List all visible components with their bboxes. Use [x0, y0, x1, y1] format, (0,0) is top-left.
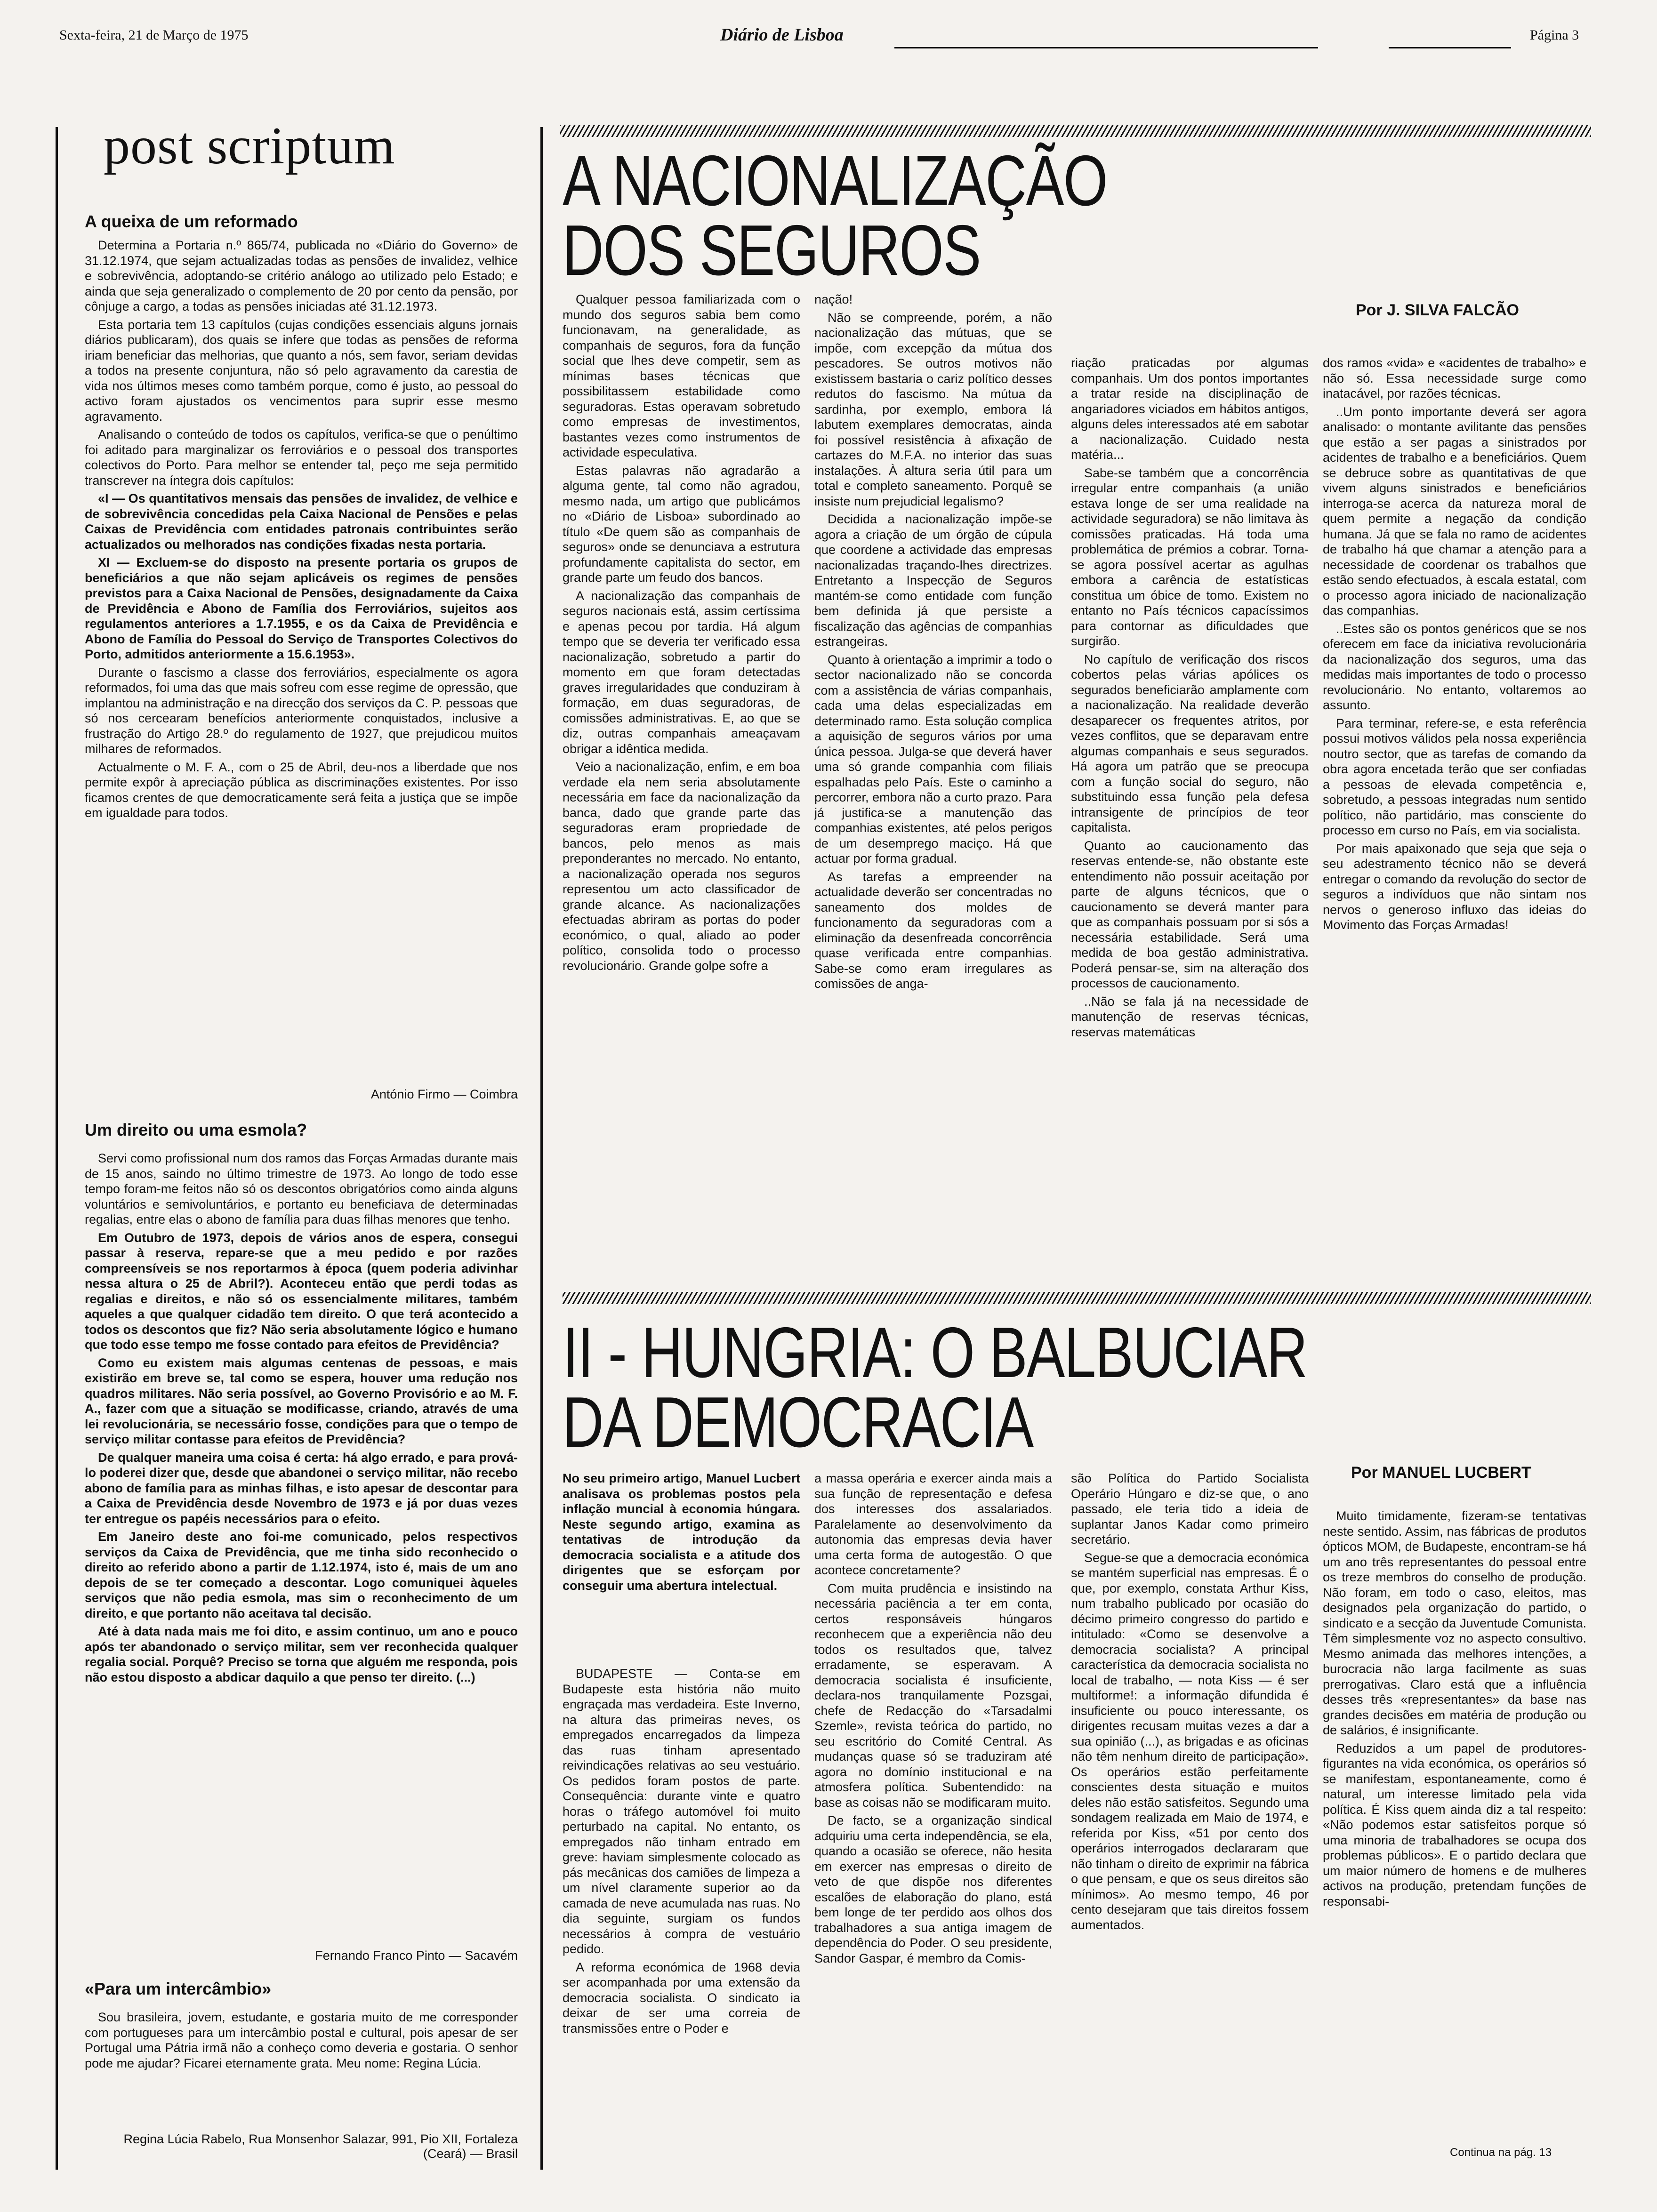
article2-col2 — [814, 1471, 1052, 2160]
ps1-p4: «I — Os quantitativos mensais das pensões de invalidez, de velhice e de sobrevivência concedidas pela Caixa Nacional de Pensões e pelas Caixas de Previdência com entidades patronais contribuintes serão actualizados ou melhorados nas condições fixadas nesta portaria. — [85, 491, 518, 552]
ps2-p5: Em Janeiro deste ano foi-me comunicado, pelos respectivos serviços da Caixa de Previdência, que me tinha sido reconhecido o direito ao referido abono a partir de 1.12.1974, isto é, mais de um ano depois de se ter começado a descontar. Logo comuniquei àqueles serviços que não pedia esmola, mas sim o reconhecimento de um direito, e que portanto não aceitava tal decisão. — [85, 1530, 518, 1620]
a1c1-p1: Qualquer pessoa familiarizada com o mundo dos seguros sabia bem como funcionavam, na generalidade, as companhais de seguros, fora da função social que lhes deve competir, sem as mínimas bases técnicas que possibilitassem estabilidade como seguradoras. Estas operavam sobretudo como empresas de investimentos, bastantes vezes como instrumentos de actividade especulativa. — [563, 292, 800, 459]
left-border-rule — [56, 127, 58, 2170]
ps2-p3: Como eu existem mais algumas centenas de pessoas, e mais existirão em breve se, tal como se espera, houver uma redução nos quadros militares. Não seria possível, ao Governo Provisório e ao M. F. A., fazer com que a situação se modificasse, criando, através de uma lei revolucionária, se necessário fosse, condições para que o tempo de serviço militar contasse para efeitos de Previdência? — [85, 1355, 518, 1446]
a1c4-p1: dos ramos «vida» e «acidentes de trabalho» e não só. Essa necessidade surge como inatacável, por razões técnicas. — [1323, 356, 1586, 401]
ps1-p5: XI — Excluem-se do disposto na presente portaria os grupos de beneficiários a que não sejam aplicáveis os regimes de pensões previstos para a Caixa Nacional de Pensões, designadamente da Caixa de Previdência e Abono de Família dos Ferroviários, sujeitos aos regulamentos anteriores a 1.7.1955, e os da Caixa de Previdência e Abono de Família do Pessoal do Serviço de Transportes Colectivos do Porto, admitidos anteriormente a 15.6.1953». — [85, 555, 518, 661]
article1-col2 — [814, 292, 1052, 1275]
column-divider — [540, 127, 543, 2170]
a1c2-p4: Quanto à orientação a imprimir a todo o sector nacionalizado não se concorda com a assistência de várias companhais, cada uma delas especializadas em determinado ramo. Esta solução complica a aquisição de seguros vários por uma única pessoa. Julga-se que deverá haver uma só grande companhia com filiais espalhadas pelo País. Este o caminho a percorrer, embora não a curto prazo. Para já justifica-se a manutenção das companhias existentes, até pelos perigos de um desemprego maciço. Há que actuar por forma gradual. — [814, 652, 1052, 866]
a1c3-p4: Quanto ao caucionamento das reservas entende-se, não obstante este entendimento não possuir aceitação por parte de alguns técnicos, que o caucionamento se deverá manter para que as companhais possuam por si sós a necessária estabilidade. Será uma medida de boa gestão administrativa. Poderá pensar-se, sim na alteração dos processos de caucionamento. — [1071, 838, 1309, 990]
article2-headline-line2: DA DEMOCRACIA — [563, 1382, 1033, 1462]
masthead: Diário de Lisboa — [720, 25, 844, 45]
a1c2-p5: As tarefas a empreender na actualidade deverão ser concentradas no saneamento dos moldes de funcionamento da seguradoras com a eliminação da desenfreada concorrência quase verificada entre companhias. Sabe-se como eram irregulares as comissões de anga- — [814, 869, 1052, 991]
a1c3-p3: No capítulo de verificação dos riscos cobertos pelas várias apólices os segurados beneficiarão amplamente com a nacionalização. Na realidade deverão desaparecer os frequentes atritos, por vezes conflitos, que se deparavam entre algumas companhais e seus segurados. Há agora um patrão que se preocupa com a função social do seguro, não substituindo essa função pela defesa intransigente de princípios de teor capitalista. — [1071, 652, 1309, 834]
ps-heading-3: «Para um intercâmbio» — [85, 1979, 272, 1998]
a1c4-p5: Por mais apaixonado que seja que seja o seu adestramento técnico não se deverá entregar o comando da revolução do sector de seguros a indivíduos que não sintam nos nervos o generoso influxo das ideias do Movimento das Forças Armadas! — [1323, 841, 1586, 932]
a1c1-p4: Veio a nacionalização, enfim, e em boa verdade ela nem seria absolutamente necessária em face da nacionalização da banca, dado que grande parte das seguradoras eram propriedade de bancos, pelo menos as mais preponderantes no mercado. No entanto, a nacionalização operada nos seguros representou um acto classificador de grande alcance. As nacionalizações efectuadas abriram as portas do poder económico, o qual, aliado ao poder político, consolida todo o processo revolucionário. Grande golpe sofre a — [563, 760, 800, 973]
article2-col4 — [1323, 1508, 1586, 2134]
page-number: Página 3 — [1530, 27, 1579, 43]
a2c4-p2: Reduzidos a um papel de produtores-figurantes na vida económica, os operários só se manifestam, espontaneamente, como é natural, um interesse limitado pela vida política. É Kiss quem ainda diz a tal respeito: «Não podemos estar satisfeitos porque só uma minoria de trabalhadores se ocupa dos problemas públicos». E o partido declara que um maior número de homens e de mulheres activos na produção, pretendam funções de responsabi- — [1323, 1741, 1586, 1908]
a2c4-p1: Muito timidamente, fizeram-se tentativas neste sentido. Assim, nas fábricas de produtos ópticos MOM, de Budapeste, encontram-se há um ano três representantes do pessoal entre os treze membros do conselho de produção. Não foram, em todo o caso, eleitos, mas designados pela organização do partido, o sindicato e a secção da Juventude Comunista. Têm simplesmente voz no aspecto consultivo. Mesmo animada das melhores intenções, a burocracia não larga facilmente as suas prerrogativas. Claro está que a influência desses três «representantes» da base nas grandes decisões em matéria de produção ou de salários, é insignificante. — [1323, 1509, 1586, 1737]
a1c4-p4: Para terminar, refere-se, e esta referência possui motivos válidos pela nossa experiência noutro sector, que as tarefas de comando da obra agora encetada terão que ser confiadas a pessoas de elevada competência e, sobretudo, a pessoas integradas num sentido político, não partidário, mas consciente do processo em curso no País, em via socialista. — [1323, 716, 1586, 837]
a1c2-p2: Não se compreende, porém, a não nacionalização das mútuas, que se impõe, com excepção da mútua dos pescadores. Se outros motivos não existissem bastaria o cariz político desses redutos do fascismo. Na mútua da sardinha, por exemplo, embora lá labutem exemplares democratas, ainda foi possível resistência à afixação de cartazes do M.F.A. no interior das suas instalações. À altura seria útil para um total e completo saneamento. Porquê se insiste num prejudicial legalismo? — [814, 310, 1052, 508]
ps-signature-1: António Firmo — Coimbra — [370, 1087, 518, 1101]
a1c1-p2: Estas palavras não agradarão a alguma gente, tal como não agradou, mesmo nada, um artigo que publicámos no «Diário de Lisboa» subordinado ao título «De quem são as companhais de seguros» onde se denunciava a estrutura profundamente capitalista do sector, em grande parte um feudo dos bancos. — [563, 463, 800, 585]
postscriptum-title: post scriptum — [104, 117, 395, 175]
a2c1-p2: A reforma económica de 1968 devia ser acompanhada por uma extensão da democracia socialista. O sindicato ia deixar de ser uma correia de transmissões entre o Poder e — [563, 1960, 800, 2036]
header-date: Sexta-feira, 21 de Março de 1975 — [59, 27, 249, 43]
a2c2-p1: a massa operária e exercer ainda mais a sua função de representação e defesa dos interesses dos assalariados. Paralelamente ao desenvolvimento da autonomia das empresas devia haver uma certa forma de autogestão. O que acontece concretamente? — [814, 1471, 1052, 1577]
ps3-p1: Sou brasileira, jovem, estudante, e gostaria muito de me corresponder com portugueses para um intercâmbio postal e cultural, pois apesar de ser Portugal uma Pátria irmã não a conheço como deveria e gostaria. O senhor pode me ajudar? Ficarei eternamente grata. Meu nome: Regina Lúcia. — [85, 2010, 518, 2070]
ps-section-2-body — [85, 1151, 518, 1913]
ps-section-3-body — [85, 2010, 518, 2123]
article1-headline-line2: DOS SEGUROS — [563, 210, 981, 290]
a1c1-p3: A nacionalização das companhais de seguros nacionais está, assim certíssima e apenas pecou por tardia. Há algum tempo que se deveria ter verificado essa nacionalização, sobretudo a partir do momento em que foram detectadas graves irregularidades que conduziram à formação, em duas seguradoras, de comissões administrativas. E, ao que se diz, outras companhais ameaçavam obrigar a idêntica medida. — [563, 588, 800, 756]
header-rule-2 — [1389, 47, 1511, 48]
ps2-p4: De qualquer maneira uma coisa é certa: há algo errado, e para prová-lo poderei dizer que, desde que abandonei o serviço militar, não recebo abono de família para as minhas filhas, e isto apesar de descontar para a Caixa de Previdência desde Novembro de 1973 e já por duas vezes ter entregue os papéis necessários para o efeito. — [85, 1450, 518, 1526]
ps1-p6: Durante o fascismo a classe dos ferroviários, especialmente os agora reformados, foi uma das que mais sofreu com esse regime de opressão, que implantou na administração e na direcção dos serviços da C. P. pessoas que só nos cercearam benefícios anteriormente conquistados, inclusive a frustração do Artigo 28.º do regulamento de 1927, que prejudicou muitos milhares de reformados. — [85, 665, 518, 756]
ps2-p2: Em Outubro de 1973, depois de vários anos de espera, consegui passar à reserva, repare-se que a meu pedido e por razões compreensíveis se nos reportarmos à época (quem poderia adivinhar nessa altura o 25 de Abril?). Aconteceu então que perdi todas as regalias e direitos, e não só os essencialmente militares, também aqueles a que qualquer cidadão tem direito. O que terá acontecido a todos os descontos que fiz? Não seria absolutamente lógico e humano que todo esse tempo me fosse contado para efeitos de Previdência? — [85, 1230, 518, 1352]
a1c2-p1: nação! — [814, 292, 853, 306]
a2c3-p2: Segue-se que a democracia económica se mantém superficial nas empresas. É o que, por exemplo, constata Arthur Kiss, num trabalho publicado por ocasião do décimo primeiro congresso do partido e intitulado: «Como se desenvolve a democracia socialista? A principal característica da democracia socialista no local de trabalho, — nota Kiss — é ser multiforme!: a informação difundida é insuficiente ou pouco interessante, os dirigentes recusam muitas vezes a dar a sua opinião (...), as brigadas e as oficinas não têm nenhum direito de participação». Os operários estão perfeitamente conscientes desta situação e muitos deles não estão satisfeitos. Segundo uma sondagem realizada em Maio de 1974, e referida por Kiss, «51 por cento dos operários interrogados declararam que não tinham o direito de exprimir na fábrica o que pensam, e que os seus direitos são mínimos». Ao mesmo tempo, 46 por cento desejaram que tais direitos fossem aumentados. — [1071, 1550, 1309, 1932]
article1-col4 — [1323, 355, 1586, 1275]
article2-headline-line1: II - HUNGRIA: O BALBUCIAR — [563, 1313, 1307, 1393]
ps-section-1-body — [85, 238, 518, 1061]
ps1-p2: Esta portaria tem 13 capítulos (cujas condições essenciais alguns jornais diários publicaram), dos quais se infere que todas as pensões de reforma iriam beneficiar das melhorias, que quanto a nós, sem favor, seriam devidas a todos na presente conjuntura, não só pelo agravamento da carestia de vida nos últimos meses como também porque, como é justo, ao pessoal do activo foram ajustados os vencimentos para suprir esse mesmo agravamento. — [85, 317, 518, 424]
a2c2-p2: Com muita prudência e insistindo na necessária paciência a ter em conta, certos responsáveis húngaros reconhecem que a experiência não deu todos os resultados que, talvez erradamente, se esperavam. A democracia socialista é insuficiente, declara-nos tranquilamente Pozsgai, chefe de Redacção do «Tarsadalmi Szemle», revista teórica do partido, no seu escritório do Comité Central. As mudanças quase só se traduziram até agora no domínio institucional e na atmosfera política. Subentendido: na base as coisas não se modificaram muito. — [814, 1581, 1052, 1810]
ps1-p3: Analisando o conteúdo de todos os capítulos, verifica-se que o penúltimo foi aditado para marginalizar os ferroviários e o pessoal dos transportes colectivos do Porto. Para melhor se entender tal, peço me seja permitido transcrever na íntegra dois capítulos: — [85, 427, 518, 488]
hatch-bar-middle — [563, 1292, 1591, 1304]
ps1-p1: Determina a Portaria n.º 865/74, publicada no «Diário do Governo» de 31.12.1974, que sejam actualizadas todas as pensões de invalidez, velhice e sobrevivência, adoptando-se critério análogo ao utilizado pelo Estado; e ainda que seja generalizado o complemento de 20 por cento da pensão, por cônjuge a cargo, a todas as pensões iniciadas até 31.12.1973. — [85, 238, 518, 313]
a1c3-p1: riação praticadas por algumas companhais. Um dos pontos importantes a tratar reside na disciplinação de angariadores viciados em hábitos antigos, alguns deles interessados até em sabotar a nacionalização. Cuidado nesta matéria... — [1071, 356, 1309, 462]
ps2-p6: Até à data nada mais me foi dito, e assim continuo, um ano e pouco após ter abandonado o serviço militar, sem ver reconhecida qualquer regalia social. Porquê? Preciso se torna que alguém me responda, pois não estou disposto a abdicar daquilo a que penso ter direito. (...) — [85, 1624, 518, 1684]
ps1-p7: Actualmente o M. F. A., com o 25 de Abril, deu-nos a liberdade que nos permite expôr à apreciação pública as discriminações existentes. Por isso ficamos crentes de que democraticamente será feita a justiça que se impõe em igualdade para todos. — [85, 760, 518, 820]
ps-heading-1: A queixa de um reformado — [85, 212, 298, 231]
a1c4-p3: ..Estes são os pontos genéricos que se nos oferecem em face da iniciativa revolucionária da nacionalização dos seguros, uma das medidas mais importantes de todo o processo revolucionário. No entanto, voltaremos ao assunto. — [1323, 621, 1586, 712]
continued-note: Continua na pág. 13 — [1450, 2146, 1552, 2159]
article1-headline-line1: A NACIONALIZAÇÃO — [563, 141, 1107, 221]
article1-col1 — [563, 292, 800, 1275]
a2c2-p3: De facto, se a organização sindical adquiriu uma certa independência, se ela, quando a ocasião se oferece, não hesita em exercer nas empresas o direito de veto de que dispõe nos diferentes escalões de elaboração do plano, está bem longe de ter perdido aos olhos dos trabalhadores a sua antiga imagem de dependência do Poder. O seu presidente, Sandor Gaspar, é membro da Comis- — [814, 1813, 1052, 1965]
a2c1-p1: BUDAPESTE — Conta-se em Budapeste esta história não muito engraçada mas verdadeira. Este Inverno, na altura das primeiras neves, os empregados encarregados da limpeza das ruas tinham apresentado reivindicações relativas ao seu vestuário. Os pedidos foram postos de parte. Consequência: durante vinte e quatro horas o tráfego automóvel foi muito perturbado na capital. No entanto, os empregados não tinham entrado em greve: haviam simplesmente colocado as pás mecânicas dos camiões de limpeza a um nível claramente superior ao da camada de neve acumulada nas ruas. No dia seguinte, surgiam os fundos necessários à compra de vestuário pedido. — [563, 1667, 800, 1956]
a1c4-p2: ..Um ponto importante deverá ser agora analisado: o montante avilitante das pensões que estão a ser pagas a sinistrados por acidentes de trabalho e a beneficiários. Quem se debruce sobre as quantitativas de que vivem alguns sinistrados e beneficiários interroga-se acerca da natureza moral de quem permite a negação da condição humana. Já que se fala no ramo de acidentes de trabalho há que chamar a atenção para a necessidade de coordenar os trabalhos que estão sendo efectuados, à escala estatal, com o processo agora iniciado de nacionalização das companhias. — [1323, 404, 1586, 617]
ps-heading-2: Um direito ou uma esmola? — [85, 1120, 307, 1139]
article1-col3 — [1071, 355, 1309, 1275]
article2-intro: No seu primeiro artigo, Manuel Lucbert analisava os problemas postos pela inflação muncial à economia húngara. Neste segundo artigo, examina as tentativas de introdução da democracia socialista e a atitude dos dirigentes que se esforçam por conseguir uma abertura intelectual. — [563, 1471, 800, 1593]
header-rule — [894, 47, 1318, 48]
article2-col1 — [563, 1666, 800, 2160]
hatch-bar-top — [560, 125, 1591, 137]
article2-byline: Por MANUEL LUCBERT — [1351, 1464, 1531, 1482]
ps-signature-3: Regina Lúcia Rabelo, Rua Monsenhor Salazar, 991, Pio XII, Fortaleza (Ceará) — Brasil — [123, 2132, 518, 2161]
ps2-p1: Servi como profissional num dos ramos das Forças Armadas durante mais de 15 anos, saindo no último trimestre de 1973. Ao longo de todo esse tempo foram-me feitos não só os descontos obrigatórios como ainda alguns voluntários e semivoluntários, e portanto eu beneficiava de determinadas regalias, entre elas o abono de família para duas filhas menores que tenho. — [85, 1151, 518, 1226]
a2c3-p1: são Política do Partido Socialista Operário Húngaro e diz-se que, o ano passado, ele teria tido a ideia de suplantar Janos Kadar como primeiro secretário. — [1071, 1471, 1309, 1547]
a1c3-p2: Sabe-se também que a concorrência irregular entre companhais (a união estava longe de ser uma realidade na actividade seguradora) se não limitava às comissões praticadas. Há toda uma problemática de prémios a cobrar. Torna-se agora possível acertar as agulhas embora a carência de estatísticas constitua um óbice de tomo. Existem no entanto no País técnicos capacíssimos para contornar as dificuldades que surgirão. — [1071, 465, 1309, 648]
ps-signature-2: Fernando Franco Pinto — Sacavém — [315, 1948, 518, 1963]
article2-col3 — [1071, 1471, 1309, 2160]
article1-byline: Por J. SILVA FALCÃO — [1356, 301, 1519, 319]
a1c2-p3: Decidida a nacionalização impõe-se agora a criação de um órgão de cúpula que coordene a actividade das empresas nacionalizadas traçando-lhes directrizes. Entretanto a Inspecção de Seguros mantém-se como entidade com função bem definida já que persiste a fiscalização das agências de companhias estrangeiras. — [814, 512, 1052, 649]
a1c3-p5: ..Não se fala já na necessidade de manutenção de reservas técnicas, reservas matemáticas — [1071, 994, 1309, 1039]
